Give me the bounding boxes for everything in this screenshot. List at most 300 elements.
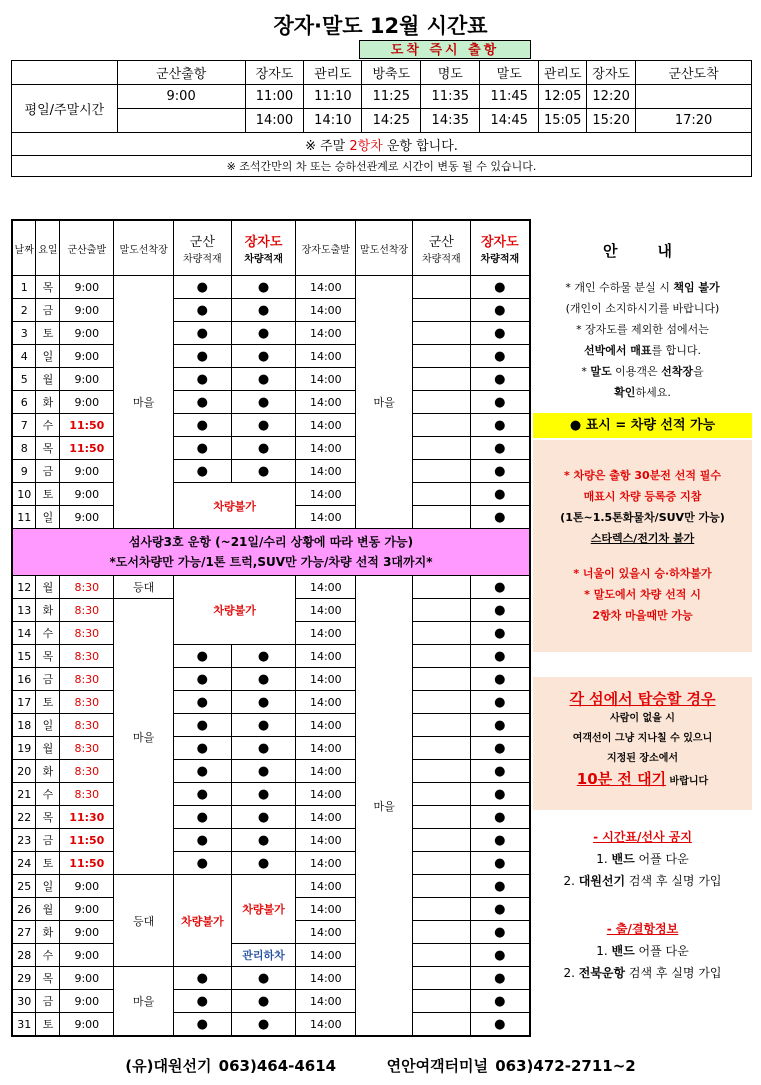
gunsan-car2-cell [412, 967, 470, 990]
gunsan-car-cell [173, 437, 231, 460]
car-dot-icon: ● [494, 832, 506, 848]
jangja-departure-time: 14:00 [296, 921, 356, 944]
table-row [12, 645, 530, 668]
jangja-departure-time: 14:00 [296, 668, 356, 691]
day-of-week: 목 [36, 645, 60, 668]
maldo-dock-lighthouse: 등대 [114, 576, 174, 599]
car-dot-icon: ● [494, 279, 506, 295]
car-dot-icon: ● [257, 394, 270, 410]
car-dot-icon: ● [257, 371, 270, 387]
jangja-departure-time: 14:00 [296, 714, 356, 737]
car-dot-icon: ● [257, 855, 270, 871]
gunsan-departure-time: 8:30 [60, 645, 114, 668]
gunsan-car2-cell [412, 276, 470, 299]
day-of-week: 일 [36, 714, 60, 737]
car-dot-icon: ● [494, 809, 506, 825]
day-number: 9 [12, 460, 36, 483]
h-gunsan-car: 군산 차량적재 [173, 220, 231, 276]
car-dot-icon: ● [257, 970, 270, 986]
day-of-week: 수 [36, 414, 60, 437]
car-dot-icon: ● [196, 786, 208, 802]
jangja-car2-cell [470, 391, 530, 414]
jangja-car-cell [231, 645, 296, 668]
table-row [12, 668, 530, 691]
jangja-departure-time: 14:00 [296, 645, 356, 668]
col-gunsan-dep: 군산출항 [117, 61, 245, 85]
day-number: 29 [12, 967, 36, 990]
day-number: 7 [12, 414, 36, 437]
gunsan-departure-time: 11:50 [60, 829, 114, 852]
maldo-dock-lighthouse: 등대 [114, 875, 174, 967]
gunsan-car2-cell [412, 737, 470, 760]
gunsan-departure-time: 8:30 [60, 668, 114, 691]
gunsan-departure-time: 9:00 [60, 506, 114, 529]
jangja-car2-cell [470, 645, 530, 668]
jangja-departure-time: 14:00 [296, 368, 356, 391]
jangja-departure-time: 14:00 [296, 737, 356, 760]
table-row [12, 345, 530, 368]
gunsan-car-cell [173, 668, 231, 691]
day-of-week: 월 [36, 898, 60, 921]
car-rules-box: * 차량은 출항 30분전 선적 필수 매표시 차량 등록증 지참 (1톤~1.5톤화물차/SUV만 가능) 스타렉스/전기차 불가 * 너울이 있을시 승·하차불가 * 말도에서 차량 선적 시 2항차 마을때만 가능 [533, 440, 752, 652]
ship-notice-band: 섬사랑3호 운항 (~21일/수리 상황에 따라 변동 가능) *도서차량만 가능/1톤 트럭,SUV만 가능/차량 선적 3대까지* [12, 529, 530, 576]
jangja-car2-cell [470, 437, 530, 460]
h-gunsan-car-2: 군산 차량적재 [412, 220, 470, 276]
car-dot-icon: ● [494, 717, 506, 733]
day-of-week: 수 [36, 622, 60, 645]
day-of-week: 목 [36, 806, 60, 829]
admin-off-cell: 관리하차 [231, 944, 296, 967]
gunsan-car-cell [173, 737, 231, 760]
car-dot-icon: ● [196, 648, 208, 664]
no-car-cell: 차량불가 [173, 483, 295, 529]
gunsan-departure-time: 9:00 [60, 299, 114, 322]
col-myeongdo: 명도 [421, 61, 480, 85]
day-number: 24 [12, 852, 36, 875]
car-dot-icon: ● [494, 417, 506, 433]
jangja-car2-cell [470, 299, 530, 322]
car-dot-icon: ● [257, 763, 270, 779]
gunsan-car-cell [173, 783, 231, 806]
jangja-car-cell [231, 852, 296, 875]
car-dot-icon: ● [494, 878, 506, 894]
jangja-departure-time: 14:00 [296, 852, 356, 875]
day-number: 11 [12, 506, 36, 529]
gunsan-departure-time: 9:00 [60, 898, 114, 921]
gunsan-car2-cell [412, 299, 470, 322]
jangja-car2-cell [470, 276, 530, 299]
jangja-car-cell [231, 345, 296, 368]
car-dot-icon: ● [196, 694, 208, 710]
car-dot-icon: ● [494, 625, 506, 641]
gunsan-car2-cell [412, 760, 470, 783]
jangja-departure-time: 14:00 [296, 576, 356, 599]
jangja-car-cell [231, 829, 296, 852]
jangja-car2-cell [470, 921, 530, 944]
gunsan-departure-time: 9:00 [60, 460, 114, 483]
jangja-departure-time: 14:00 [296, 760, 356, 783]
car-dot-icon: ● [196, 970, 208, 986]
day-number: 23 [12, 829, 36, 852]
car-dot-icon: ● [494, 325, 506, 341]
jangja-departure-time: 14:00 [296, 944, 356, 967]
gunsan-car-cell [173, 852, 231, 875]
gunsan-car2-cell [412, 783, 470, 806]
table-row [12, 483, 530, 506]
car-dot-icon: ● [196, 440, 208, 456]
jangja-car2-cell [470, 1013, 530, 1037]
car-dot-icon: ● [494, 394, 506, 410]
car-dot-icon: ● [257, 832, 270, 848]
jangja-departure-time: 14:00 [296, 506, 356, 529]
car-dot-icon: ● [196, 325, 208, 341]
gunsan-car2-cell [412, 714, 470, 737]
car-dot-icon: ● [196, 993, 208, 1009]
operation-notice: - 출/결항정보 1. 밴드 어플 다운 2. 전북운항 검색 후 실명 가입 [563, 922, 722, 980]
car-dot-icon: ● [494, 993, 506, 1009]
table-row [12, 437, 530, 460]
h-jangja-car-2: 장자도 차량적재 [470, 220, 530, 276]
maldo-dock-village: 마을 [114, 599, 174, 875]
terminal-phone: 연안여객터미널 063)472-2711~2 [386, 1057, 636, 1075]
jangja-car-cell [231, 737, 296, 760]
gunsan-car-cell [173, 391, 231, 414]
gunsan-car-cell [173, 345, 231, 368]
day-number: 21 [12, 783, 36, 806]
jangja-car2-cell [470, 714, 530, 737]
jangja-departure-time: 14:00 [296, 276, 356, 299]
jangja-car2-cell [470, 783, 530, 806]
gunsan-departure-time: 9:00 [60, 368, 114, 391]
gunsan-car2-cell [412, 460, 470, 483]
day-number: 15 [12, 645, 36, 668]
jangja-car-cell [231, 1013, 296, 1037]
jangja-departure-time: 14:00 [296, 875, 356, 898]
day-of-week: 목 [36, 437, 60, 460]
car-dot-icon: ● [494, 786, 506, 802]
jangja-departure-time: 14:00 [296, 967, 356, 990]
day-number: 18 [12, 714, 36, 737]
row-label: 평일/주말시간 [12, 85, 118, 133]
gunsan-car-cell [173, 806, 231, 829]
day-of-week: 토 [36, 852, 60, 875]
car-dot-icon: ● [196, 302, 208, 318]
car-dot-icon: ● [196, 463, 208, 479]
gunsan-car2-cell [412, 921, 470, 944]
car-dot-icon: ● [196, 1016, 208, 1032]
day-number: 4 [12, 345, 36, 368]
weekend-note: ※ 주말 2항차 운항 합니다. [12, 133, 752, 156]
day-number: 31 [12, 1013, 36, 1037]
gunsan-car2-cell [412, 414, 470, 437]
gunsan-car-cell [173, 322, 231, 345]
car-dot-icon: ● [494, 648, 506, 664]
day-number: 26 [12, 898, 36, 921]
jangja-car2-cell [470, 852, 530, 875]
car-dot-icon: ● [494, 855, 506, 871]
gunsan-car-cell [173, 829, 231, 852]
jangja-departure-time: 14:00 [296, 783, 356, 806]
table-row [12, 990, 530, 1013]
gunsan-car-cell [173, 990, 231, 1013]
day-number: 13 [12, 599, 36, 622]
car-dot-icon: ● [257, 717, 270, 733]
car-dot-icon: ● [196, 371, 208, 387]
gunsan-car2-cell [412, 391, 470, 414]
arrive-departure-badge: 도착 즉시 출항 [359, 40, 531, 59]
table-row [12, 414, 530, 437]
day-of-week: 금 [36, 668, 60, 691]
car-dot-icon: ● [494, 371, 506, 387]
day-number: 19 [12, 737, 36, 760]
car-dot-icon: ● [257, 302, 270, 318]
jangja-car2-cell [470, 691, 530, 714]
gunsan-car2-cell [412, 852, 470, 875]
h-date: 날짜 [12, 220, 36, 276]
jangja-car2-cell [470, 483, 530, 506]
day-number: 20 [12, 760, 36, 783]
boarding-notice-box: 각 섬에서 탑승할 경우 사람이 없을 시 여객선이 그냥 지나칠 수 있으니 지정된 장소에서 10분 전 대기 바랍니다 [533, 677, 752, 810]
jangja-car2-cell [470, 806, 530, 829]
no-car-cell: 차량불가 [173, 576, 295, 645]
footer-contacts [0, 1055, 761, 1076]
jangja-car-cell [231, 460, 296, 483]
h-maldo-dock: 말도선착장 [114, 220, 174, 276]
day-number: 22 [12, 806, 36, 829]
jangja-car2-cell [470, 967, 530, 990]
table-row [12, 760, 530, 783]
jangja-departure-time: 14:00 [296, 691, 356, 714]
jangja-car2-cell [470, 576, 530, 599]
gunsan-departure-time: 8:30 [60, 760, 114, 783]
summary-header-row [12, 61, 752, 85]
h-jangja-car: 장자도 차량적재 [231, 220, 296, 276]
table-row [12, 576, 530, 599]
jangja-car2-cell [470, 368, 530, 391]
jangja-departure-time: 14:00 [296, 622, 356, 645]
day-of-week: 일 [36, 345, 60, 368]
car-dot-icon: ● [494, 486, 506, 502]
day-number: 25 [12, 875, 36, 898]
day-number: 10 [12, 483, 36, 506]
day-of-week: 토 [36, 691, 60, 714]
car-dot-icon: ● [494, 302, 506, 318]
gunsan-car2-cell [412, 668, 470, 691]
jangja-car-cell [231, 714, 296, 737]
jangja-car-cell [231, 990, 296, 1013]
table-row [12, 944, 530, 967]
table-row [12, 829, 530, 852]
table-row [12, 460, 530, 483]
jangja-car2-cell [470, 990, 530, 1013]
jangja-car-cell [231, 299, 296, 322]
car-dot-icon: ● [196, 763, 208, 779]
col-gwallido-2: 관리도 [539, 61, 587, 85]
jangja-car-cell [231, 967, 296, 990]
gunsan-departure-time: 9:00 [60, 276, 114, 299]
jangja-departure-time: 14:00 [296, 829, 356, 852]
gunsan-departure-time: 8:30 [60, 691, 114, 714]
jangja-departure-time: 14:00 [296, 806, 356, 829]
jangja-car-cell [231, 760, 296, 783]
jangja-car2-cell [470, 944, 530, 967]
gunsan-departure-time: 11:50 [60, 852, 114, 875]
table-row [12, 806, 530, 829]
car-dot-icon: ● [494, 924, 506, 940]
gunsan-car2-cell [412, 576, 470, 599]
gunsan-departure-time: 9:00 [60, 967, 114, 990]
car-dot-icon: ● [494, 671, 506, 687]
car-dot-icon: ● [196, 717, 208, 733]
jangja-car2-cell [470, 506, 530, 529]
day-number: 1 [12, 276, 36, 299]
day-of-week: 토 [36, 483, 60, 506]
jangja-departure-time: 14:00 [296, 483, 356, 506]
day-of-week: 월 [36, 368, 60, 391]
car-dot-icon: ● [494, 763, 506, 779]
jangja-car2-cell [470, 322, 530, 345]
jangja-car-cell [231, 414, 296, 437]
summary-timetable [11, 60, 752, 177]
day-number: 6 [12, 391, 36, 414]
gunsan-car2-cell [412, 875, 470, 898]
summary-row-1: 평일/주말시간 9:00 11:00 11:10 11:25 11:35 11:45 12:05 12:20 [12, 85, 752, 109]
gunsan-car2-cell [412, 506, 470, 529]
table-row [12, 875, 530, 898]
car-dot-icon: ● [196, 855, 208, 871]
day-of-week: 금 [36, 829, 60, 852]
jangja-car2-cell [470, 668, 530, 691]
day-number: 5 [12, 368, 36, 391]
car-dot-icon: ● [494, 740, 506, 756]
jangja-departure-time: 14:00 [296, 437, 356, 460]
table-row [12, 391, 530, 414]
h-jangja-dep: 장자도출발 [296, 220, 356, 276]
day-number: 14 [12, 622, 36, 645]
gunsan-car2-cell [412, 645, 470, 668]
gunsan-departure-time: 8:30 [60, 622, 114, 645]
car-dot-icon: ● [196, 809, 208, 825]
day-of-week: 수 [36, 944, 60, 967]
jangja-car-cell [231, 691, 296, 714]
jangja-departure-time: 14:00 [296, 460, 356, 483]
jangja-car2-cell [470, 622, 530, 645]
gunsan-departure-time: 8:30 [60, 737, 114, 760]
table-row [12, 691, 530, 714]
gunsan-departure-time: 9:00 [60, 875, 114, 898]
jangja-car-cell [231, 668, 296, 691]
maldo-dock-village: 마을 [114, 967, 174, 1037]
day-of-week: 금 [36, 460, 60, 483]
table-row [12, 852, 530, 875]
gunsan-car-cell [173, 714, 231, 737]
jangja-departure-time: 14:00 [296, 599, 356, 622]
gunsan-car-cell [173, 414, 231, 437]
tide-note: ※ 조석간만의 차 또는 승하선관계로 시간이 변동 될 수 있습니다. [12, 156, 752, 177]
gunsan-car2-cell [412, 898, 470, 921]
jangja-car2-cell [470, 829, 530, 852]
jangja-departure-time: 14:00 [296, 1013, 356, 1037]
gunsan-departure-time: 9:00 [60, 391, 114, 414]
day-of-week: 화 [36, 391, 60, 414]
table-row [12, 322, 530, 345]
car-dot-icon: ● [257, 440, 270, 456]
gunsan-departure-time: 8:30 [60, 599, 114, 622]
day-of-week: 수 [36, 783, 60, 806]
car-dot-icon: ● [257, 1016, 270, 1032]
gunsan-car2-cell [412, 691, 470, 714]
day-of-week: 화 [36, 921, 60, 944]
car-dot-icon: ● [257, 993, 270, 1009]
car-dot-icon: ● [257, 694, 270, 710]
gunsan-car2-cell [412, 322, 470, 345]
col-jangjado-2: 장자도 [587, 61, 636, 85]
day-of-week: 화 [36, 599, 60, 622]
gunsan-departure-time: 9:00 [60, 345, 114, 368]
gunsan-car-cell [173, 368, 231, 391]
gunsan-departure-time: 9:00 [60, 990, 114, 1013]
table-row [12, 1013, 530, 1037]
car-dot-icon: ● [494, 1016, 506, 1032]
day-number: 16 [12, 668, 36, 691]
gunsan-car2-cell [412, 990, 470, 1013]
gunsan-departure-time: 8:30 [60, 783, 114, 806]
h-day: 요일 [36, 220, 60, 276]
day-number: 28 [12, 944, 36, 967]
table-row [12, 299, 530, 322]
car-dot-icon: ● [257, 648, 270, 664]
car-dot-icon: ● [494, 602, 506, 618]
car-legend: ● 표시 = 차량 선적 가능 [533, 413, 752, 438]
gunsan-car-cell [173, 299, 231, 322]
car-dot-icon: ● [257, 809, 270, 825]
jangja-car2-cell [470, 875, 530, 898]
col-gunsan-arr: 군산도착 [636, 61, 752, 85]
col-maldo: 말도 [480, 61, 539, 85]
day-of-week: 일 [36, 506, 60, 529]
car-dot-icon: ● [494, 970, 506, 986]
jangja-car2-cell [470, 460, 530, 483]
gunsan-departure-time: 9:00 [60, 1013, 114, 1037]
page-title: 장자·말도 12월 시간표 [273, 14, 488, 38]
day-of-week: 화 [36, 760, 60, 783]
day-of-week: 금 [36, 299, 60, 322]
jangja-car-cell [231, 806, 296, 829]
gunsan-departure-time: 8:30 [60, 576, 114, 599]
table-row [12, 783, 530, 806]
car-dot-icon: ● [257, 348, 270, 364]
jangja-car2-cell [470, 737, 530, 760]
gunsan-car-cell [173, 460, 231, 483]
car-dot-icon: ● [196, 279, 208, 295]
jangja-car-cell [231, 783, 296, 806]
car-dot-icon: ● [494, 463, 506, 479]
car-dot-icon: ● [196, 417, 208, 433]
day-number: 3 [12, 322, 36, 345]
gunsan-departure-time: 11:30 [60, 806, 114, 829]
gunsan-car2-cell [412, 368, 470, 391]
gunsan-departure-time: 11:50 [60, 414, 114, 437]
gunsan-departure-time: 9:00 [60, 944, 114, 967]
car-dot-icon: ● [257, 671, 270, 687]
car-dot-icon: ● [494, 579, 506, 595]
gunsan-car2-cell [412, 345, 470, 368]
gunsan-car2-cell [412, 829, 470, 852]
jangja-car2-cell [470, 599, 530, 622]
jangja-car2-cell [470, 898, 530, 921]
gunsan-car-cell [173, 645, 231, 668]
table-row [12, 276, 530, 299]
